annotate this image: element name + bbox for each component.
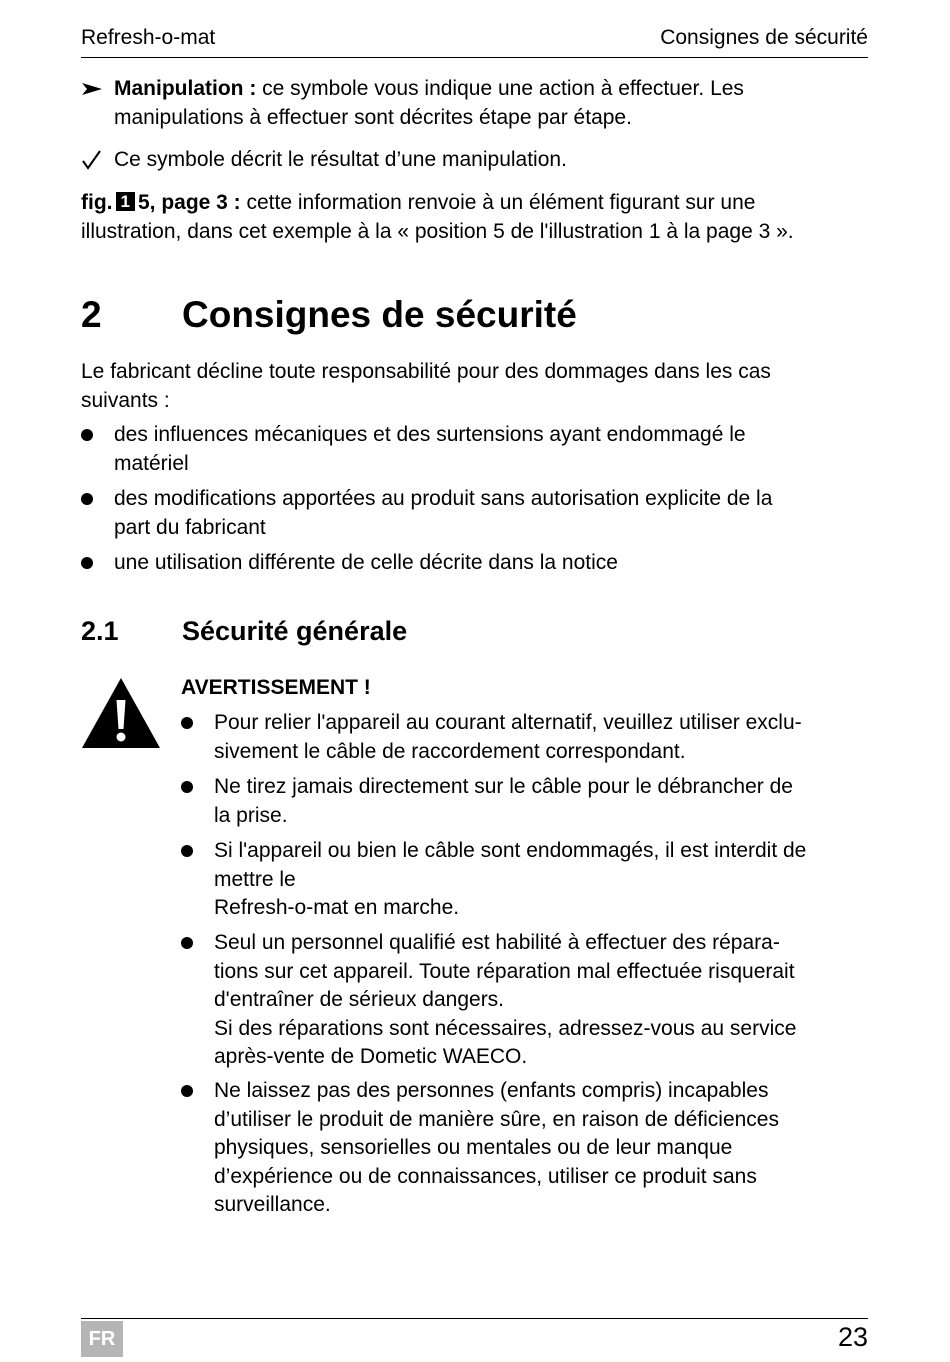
list-item-line: matériel [114, 451, 189, 475]
bullet-icon [181, 837, 201, 862]
bullet-icon [81, 421, 109, 450]
warning-line: Pour relier l'appareil au courant alternatif, veuillez utiliser exclu- [214, 711, 802, 734]
manipulation-text-2: manipulations à effectuer sont décrites étape par étape. [114, 105, 632, 129]
warning-line: surveillance. [214, 1193, 331, 1216]
list-item-line: une utilisation différente de celle décrite dans la notice [114, 551, 618, 574]
manipulation-text: ce symbole vous indique une action à effectuer. Les [256, 77, 744, 100]
warning-line: physiques, sensorielles ou mentales ou de leur manque [214, 1136, 733, 1159]
header-chapter-title: Consignes de sécurité [660, 26, 868, 49]
bullet-icon [81, 485, 109, 514]
subsection-title: Sécurité générale [182, 616, 408, 646]
list-item-line: des modifications apportées au produit sans autorisation explicite de la [114, 487, 773, 510]
intro-line-2: suivants : [81, 388, 170, 412]
warning-line: Si l'appareil ou bien le câble sont endommagés, il est interdit de [214, 839, 807, 862]
list-item-line: part du fabricant [114, 515, 266, 539]
fig-text-2: illustration, dans cet exemple à la « position 5 de l'illustration 1 à la page 3 ». [81, 219, 794, 243]
manipulation-label: Manipulation : [114, 77, 257, 100]
result-legend: Ce symbole décrit le résultat d’une manipulation. [114, 148, 567, 171]
warning-title: AVERTISSEMENT ! [181, 676, 371, 699]
header-product-name: Refresh-o-mat [81, 26, 216, 49]
warning-line: d’utiliser le produit de manière sûre, en raison de déficiences [214, 1107, 779, 1131]
warning-line: Seul un personnel qualifié est habilité à effectuer des répara- [214, 931, 780, 954]
subsection-number: 2.1 [81, 616, 119, 646]
bullet-icon [181, 773, 201, 798]
section-title: Consignes de sécurité [182, 294, 577, 335]
section-number: 2 [81, 294, 102, 335]
fig-text: cette information renvoie à un élément figurant sur une [240, 191, 756, 214]
warning-line: la prise. [214, 803, 288, 827]
arrow-icon [81, 75, 109, 112]
warning-line: Ne tirez jamais directement sur le câble pour le débrancher de [214, 775, 793, 798]
running-header [81, 26, 868, 58]
warning-line: Ne laissez pas des personnes (enfants compris) incapables [214, 1079, 769, 1102]
warning-line: Refresh-o-mat en marche. [214, 896, 460, 919]
bullet-icon [181, 1077, 201, 1102]
figure-number-box: 1 [116, 192, 135, 211]
warning-triangle-icon [81, 676, 161, 750]
manipulation-legend [114, 75, 868, 132]
footer-rule [81, 1318, 868, 1319]
language-badge: FR [81, 1321, 123, 1357]
page-number: 23 [837, 1322, 868, 1352]
list-item [114, 549, 868, 578]
warning-line: sivement le câble de raccordement correspondant. [214, 739, 686, 763]
bullet-icon [81, 549, 109, 578]
section-intro [81, 358, 868, 415]
warning-line: d'entraîner de sérieux dangers. [214, 988, 505, 1011]
list-item-line: des influences mécaniques et des surtensions ayant endommagé le [114, 423, 746, 446]
warning-line: Si des réparations sont nécessaires, adressez-vous au service [214, 1016, 797, 1040]
warning-line: d’expérience ou de connaissances, utiliser ce produit sans [214, 1164, 757, 1188]
bullet-icon [181, 929, 201, 954]
warning-line: mettre le [214, 867, 296, 891]
warning-line: après-vente de Dometic WAECO. [214, 1045, 528, 1068]
warning-line: tions sur cet appareil. Toute réparation mal effectuée risquerait [214, 959, 795, 983]
list-item [114, 485, 868, 542]
bullet-icon [181, 709, 201, 734]
figure-reference-legend [81, 189, 868, 246]
checkmark-icon [81, 146, 109, 183]
document-page [81, 0, 868, 1362]
list-item [114, 421, 868, 478]
intro-line-1: Le fabricant décline toute responsabilité pour des dommages dans les cas [81, 360, 771, 383]
fig-label: fig. [81, 191, 113, 214]
fig-position-label: 5, page 3 : [137, 191, 241, 214]
